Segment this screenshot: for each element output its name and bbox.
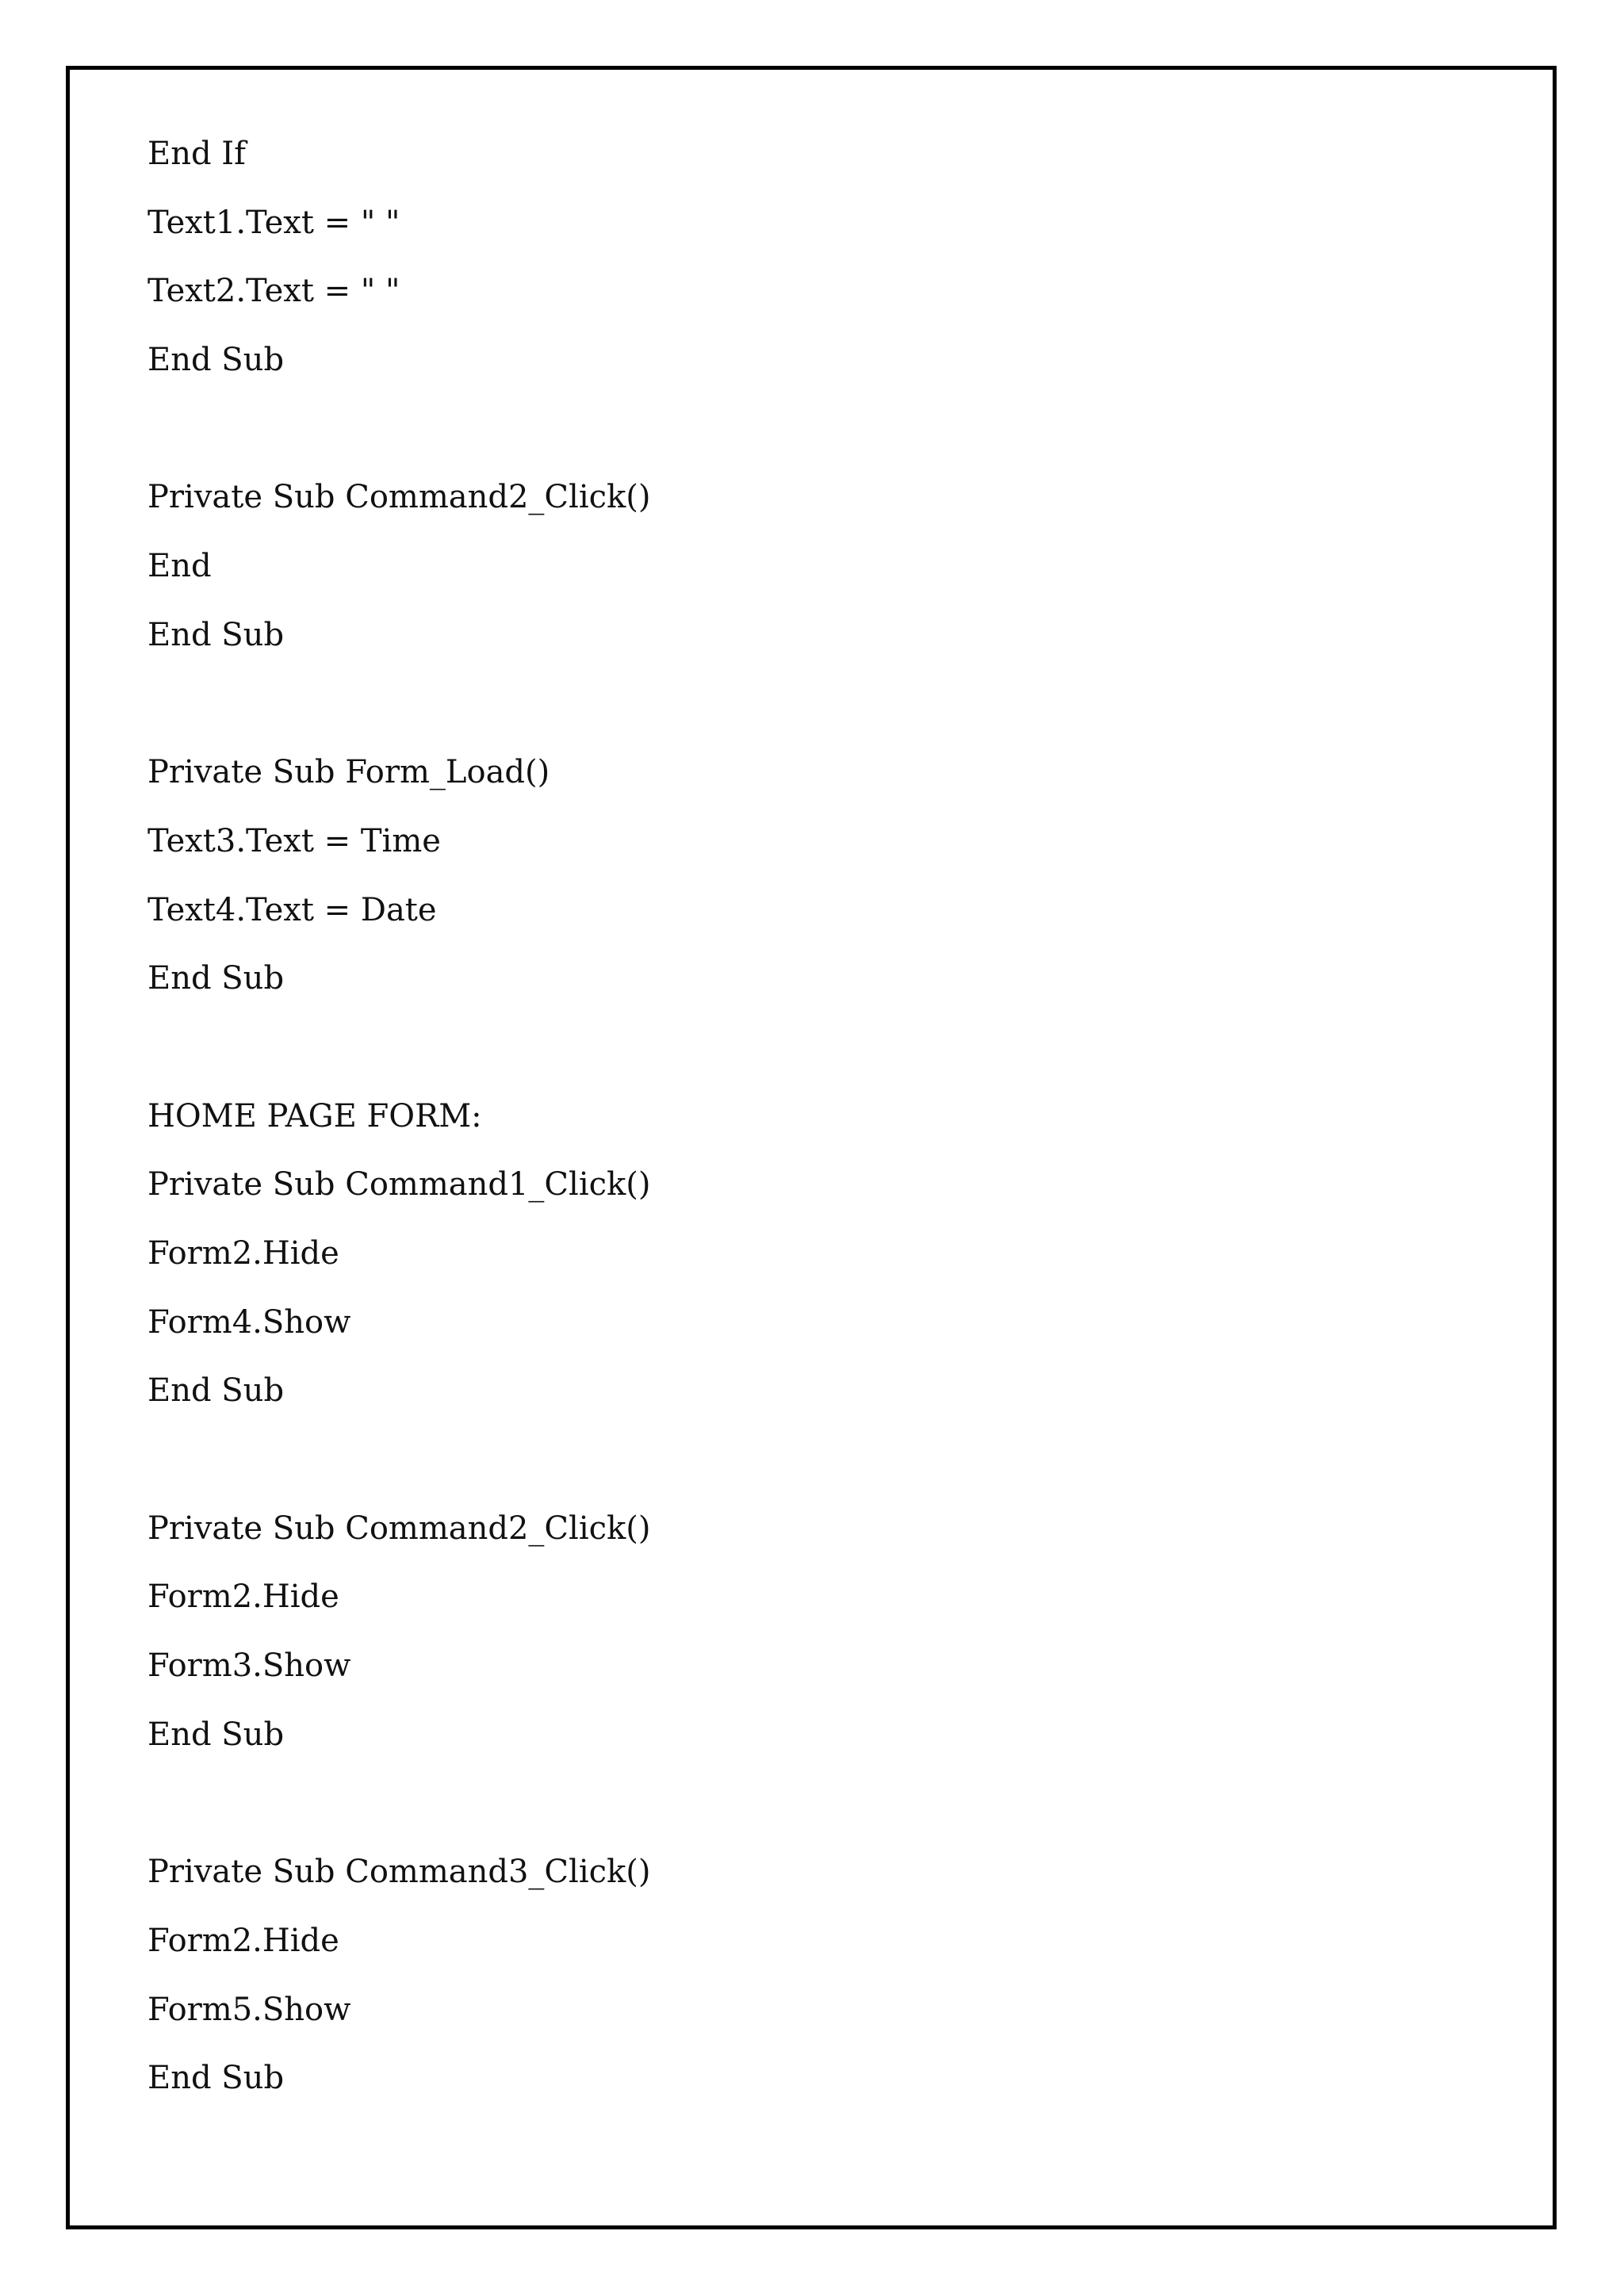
code-line: Private Sub Command2_Click() [147, 479, 651, 516]
code-line: End Sub [147, 1372, 285, 1410]
blank-line [147, 682, 1529, 751]
code-line: Form3.Show [147, 1647, 351, 1685]
code-line: Text4.Text = Date [147, 891, 437, 928]
code-listing [147, 132, 1529, 2125]
code-line: Private Sub Command3_Click() [147, 1854, 651, 1891]
code-line: Form5.Show [147, 1991, 351, 2028]
code-line: End Sub [147, 1716, 285, 1753]
code-line: Text3.Text = Time [147, 822, 441, 859]
code-line: Text1.Text = " " [147, 204, 400, 241]
code-line: End Sub [147, 616, 285, 653]
code-line: Private Sub Command1_Click() [147, 1166, 651, 1203]
code-line: Text2.Text = " " [147, 273, 400, 310]
code-line: Form2.Hide [147, 1235, 339, 1272]
code-line: End Sub [147, 2060, 285, 2097]
code-line: End Sub [147, 342, 285, 379]
code-line: End If [147, 136, 246, 172]
code-line: End Sub [147, 960, 285, 997]
code-line: Private Sub Command2_Click() [147, 1510, 651, 1547]
code-line: End [147, 548, 212, 585]
code-line: Form4.Show [147, 1303, 351, 1341]
code-line: Form2.Hide [147, 1578, 339, 1616]
blank-line [147, 407, 1529, 476]
blank-line [147, 1025, 1529, 1094]
blank-line [147, 1437, 1529, 1506]
section-heading: HOME PAGE FORM: [147, 1097, 482, 1135]
blank-line [147, 1781, 1529, 1850]
code-line: Form2.Hide [147, 1922, 339, 1959]
code-line: Private Sub Form_Load() [147, 754, 550, 791]
